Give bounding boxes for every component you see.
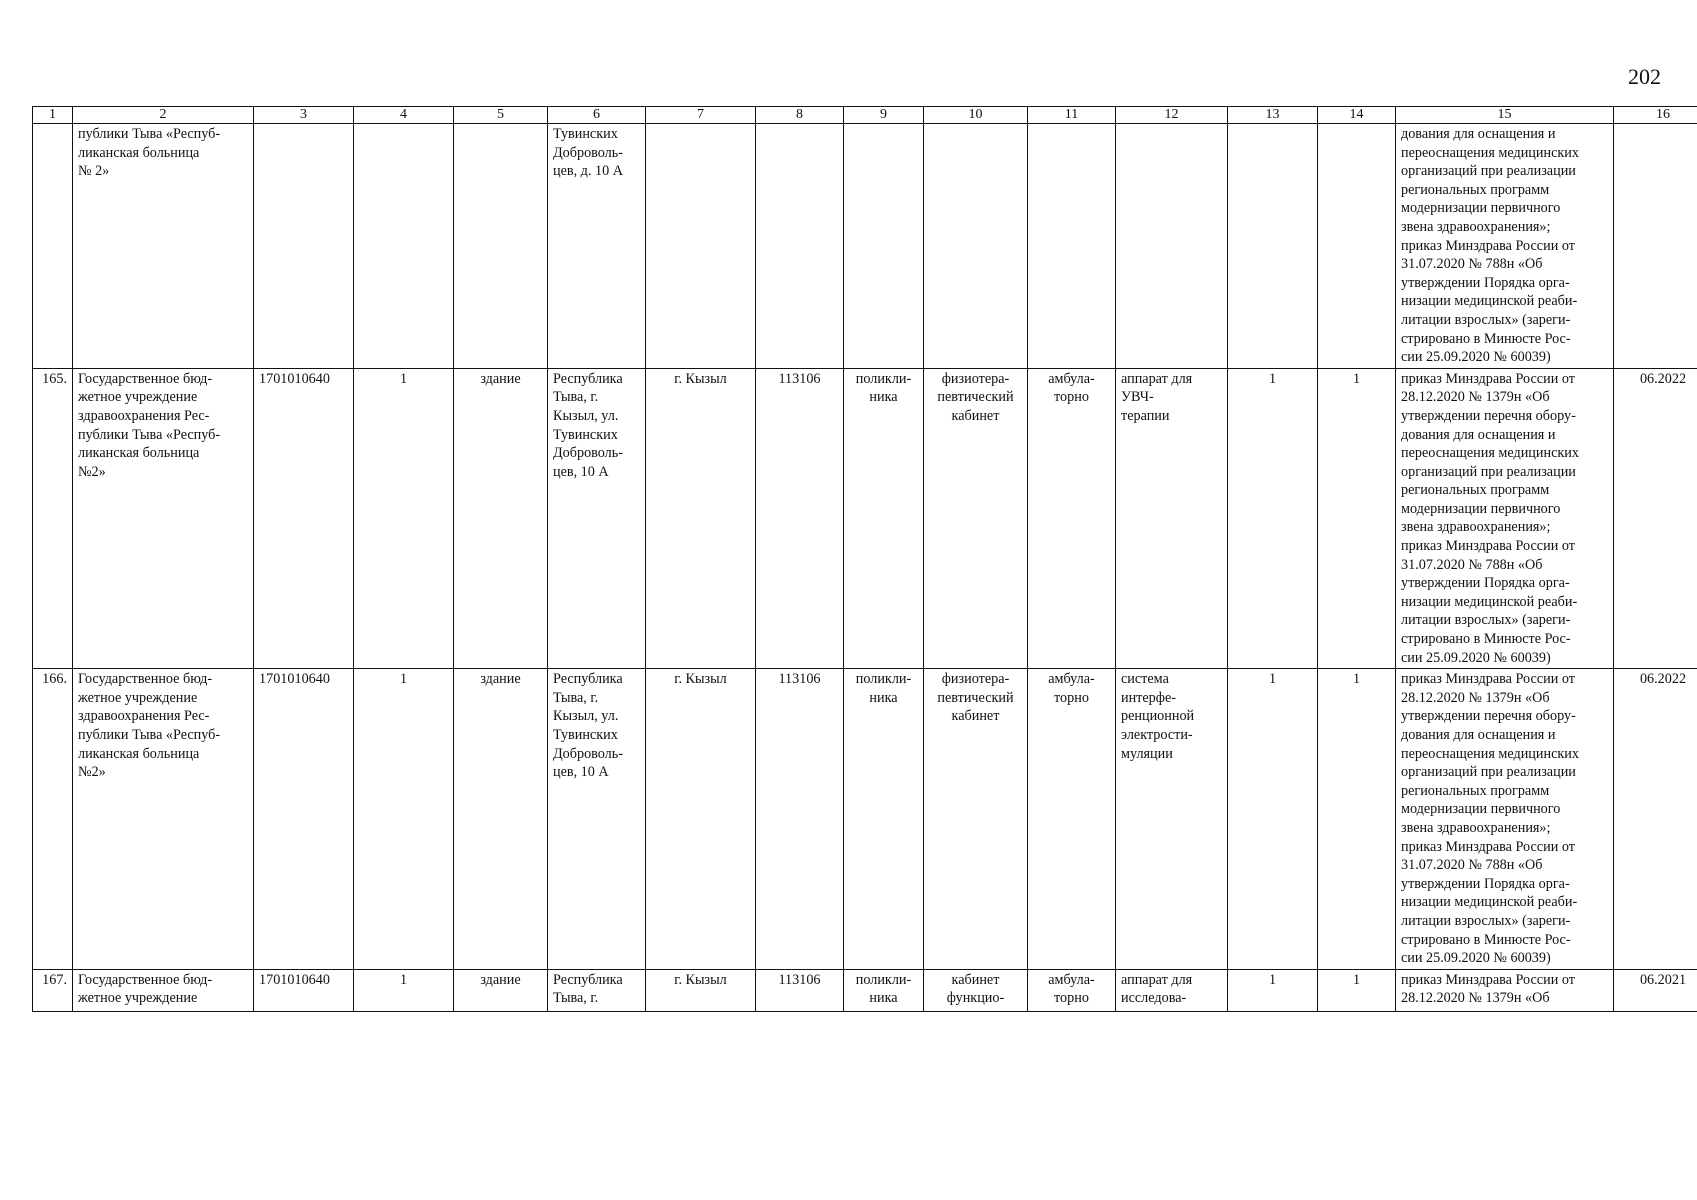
column-header: 13 — [1228, 107, 1318, 124]
care-mode: амбула- торно — [1028, 368, 1116, 669]
column-header: 12 — [1116, 107, 1228, 124]
equipment-name: аппарат для исследова- — [1116, 969, 1228, 1011]
column-header: 7 — [646, 107, 756, 124]
row-number — [33, 124, 73, 369]
column-header: 11 — [1028, 107, 1116, 124]
column-header: 14 — [1318, 107, 1396, 124]
count-col-13: 1 — [1228, 368, 1318, 669]
quantity: 1 — [354, 969, 454, 1011]
table-row — [33, 124, 1697, 369]
count-col-13 — [1228, 124, 1318, 369]
inn: 1701010640 — [254, 969, 354, 1011]
organization-name: Государственное бюд- жетное учреждение — [73, 969, 254, 1011]
column-header: 9 — [844, 107, 924, 124]
equipment-name — [1116, 124, 1228, 369]
address: Республика Тыва, г. Кызыл, ул. Тувинских Доброволь- цев, 10 А — [548, 368, 646, 669]
building-type — [454, 124, 548, 369]
column-header: 8 — [756, 107, 844, 124]
column-header: 1 — [33, 107, 73, 124]
inn: 1701010640 — [254, 368, 354, 669]
building-type: здание — [454, 669, 548, 970]
city: г. Кызыл — [646, 669, 756, 970]
address: Республика Тыва, г. — [548, 969, 646, 1011]
inn — [254, 124, 354, 369]
column-header: 10 — [924, 107, 1028, 124]
due-date: 06.2021 — [1614, 969, 1697, 1011]
column-number-row — [33, 107, 1697, 124]
count-col-14: 1 — [1318, 969, 1396, 1011]
table-row — [33, 368, 1697, 669]
oktmo-code: 113106 — [756, 368, 844, 669]
table-row — [33, 969, 1697, 1011]
count-col-14: 1 — [1318, 368, 1396, 669]
organization-name: Государственное бюд- жетное учреждение здравоохранения Рес- публики Тыва «Респуб- ликанская больница №2» — [73, 368, 254, 669]
city — [646, 124, 756, 369]
room-type: физиотера- певтический кабинет — [924, 368, 1028, 669]
equipment-registry-table — [32, 106, 1697, 1012]
oktmo-code: 113106 — [756, 669, 844, 970]
equipment-name: система интерфе- ренционной электрости- муляции — [1116, 669, 1228, 970]
room-type: физиотера- певтический кабинет — [924, 669, 1028, 970]
city: г. Кызыл — [646, 969, 756, 1011]
legal-basis: приказ Минздрава России от 28.12.2020 № 1379н «Об — [1396, 969, 1614, 1011]
column-header: 5 — [454, 107, 548, 124]
quantity: 1 — [354, 669, 454, 970]
column-header: 16 — [1614, 107, 1697, 124]
row-number: 166. — [33, 669, 73, 970]
oktmo-code — [756, 124, 844, 369]
city: г. Кызыл — [646, 368, 756, 669]
due-date — [1614, 124, 1697, 369]
oktmo-code: 113106 — [756, 969, 844, 1011]
quantity: 1 — [354, 368, 454, 669]
care-mode: амбула- торно — [1028, 969, 1116, 1011]
due-date: 06.2022 — [1614, 669, 1697, 970]
due-date: 06.2022 — [1614, 368, 1697, 669]
organization-name: Государственное бюд- жетное учреждение здравоохранения Рес- публики Тыва «Респуб- ликанская больница №2» — [73, 669, 254, 970]
unit-type — [844, 124, 924, 369]
count-col-14 — [1318, 124, 1396, 369]
address: Тувинских Доброволь- цев, д. 10 А — [548, 124, 646, 369]
table-row — [33, 669, 1697, 970]
column-header: 6 — [548, 107, 646, 124]
column-header: 15 — [1396, 107, 1614, 124]
legal-basis: приказ Минздрава России от 28.12.2020 № 1379н «Об утверждении перечня обору- дования для оснащения и переоснащения медицинских организаций при реализации региональных программ модернизации первичного звена здравоохранения»; приказ Минздрава России от 31.07.2020 № 788н «Об утверждении Порядка орга- низации медицинской реаби- литации взрослых» (зареги- стрировано в Минюсте Рос- сии 25.09.2020 № 60039) — [1396, 368, 1614, 669]
page-number: 202 — [1628, 64, 1661, 89]
count-col-13: 1 — [1228, 669, 1318, 970]
care-mode: амбула- торно — [1028, 669, 1116, 970]
equipment-name: аппарат для УВЧ- терапии — [1116, 368, 1228, 669]
unit-type: поликли- ника — [844, 368, 924, 669]
room-type: кабинет функцио- — [924, 969, 1028, 1011]
column-header: 2 — [73, 107, 254, 124]
column-header: 3 — [254, 107, 354, 124]
building-type: здание — [454, 368, 548, 669]
count-col-14: 1 — [1318, 669, 1396, 970]
legal-basis: дования для оснащения и переоснащения медицинских организаций при реализации региональных программ модернизации первичного звена здравоохранения»; приказ Минздрава России от 31.07.2020 № 788н «Об утверждении Порядка орга- низации медицинской реаби- литации взрослых» (зареги- стрировано в Минюсте Рос- сии 25.09.2020 № 60039) — [1396, 124, 1614, 369]
address: Республика Тыва, г. Кызыл, ул. Тувинских Доброволь- цев, 10 А — [548, 669, 646, 970]
row-number: 165. — [33, 368, 73, 669]
inn: 1701010640 — [254, 669, 354, 970]
unit-type: поликли- ника — [844, 969, 924, 1011]
unit-type: поликли- ника — [844, 669, 924, 970]
room-type — [924, 124, 1028, 369]
count-col-13: 1 — [1228, 969, 1318, 1011]
column-header: 4 — [354, 107, 454, 124]
row-number: 167. — [33, 969, 73, 1011]
building-type: здание — [454, 969, 548, 1011]
care-mode — [1028, 124, 1116, 369]
organization-name: публики Тыва «Респуб- ликанская больница № 2» — [73, 124, 254, 369]
quantity — [354, 124, 454, 369]
legal-basis: приказ Минздрава России от 28.12.2020 № 1379н «Об утверждении перечня обору- дования для оснащения и переоснащения медицинских организаций при реализации региональных программ модернизации первичного звена здравоохранения»; приказ Минздрава России от 31.07.2020 № 788н «Об утверждении Порядка орга- низации медицинской реаби- литации взрослых» (зареги- стрировано в Минюсте Рос- сии 25.09.2020 № 60039) — [1396, 669, 1614, 970]
